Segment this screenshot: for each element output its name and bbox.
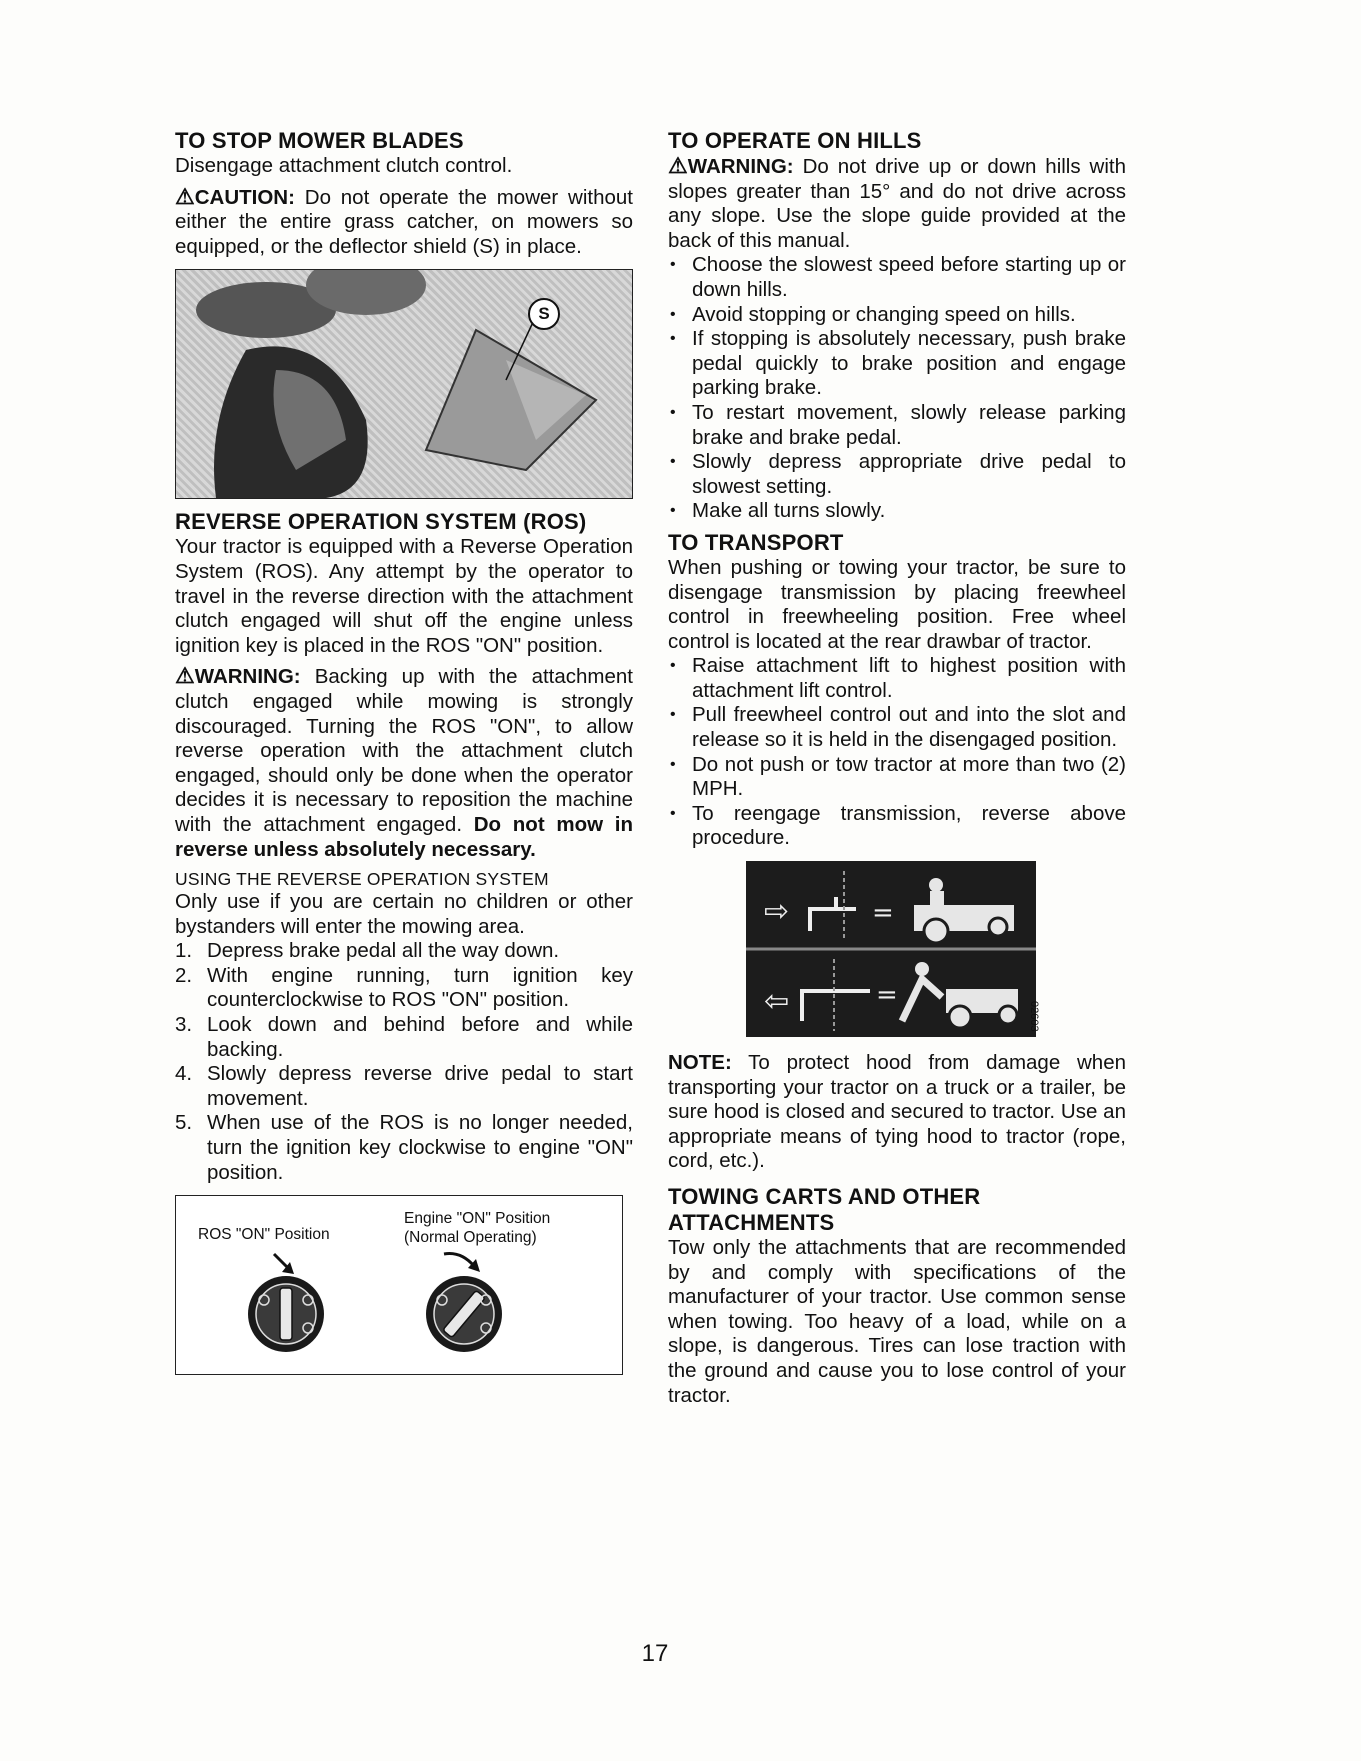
freewheel-figure xyxy=(668,861,1126,1041)
freewheel-control-illustration xyxy=(746,861,1036,1039)
stop-blades-text: Disengage attachment clutch control. xyxy=(175,154,513,177)
page-number: 17 xyxy=(641,1640,669,1667)
deflector-shield-photo xyxy=(175,269,633,499)
ros-on-position-label: ROS "ON" Position xyxy=(198,1226,330,1244)
hills-warning-paragraph xyxy=(668,154,1126,253)
engine-on-position-label: Engine "ON" Position xyxy=(404,1210,551,1228)
towing-text: Tow only the attachments that are recommended by and comply with specifications of the manufacturer of your tractor. Use common sense when towing. Too heavy of a load, while on a slope, is dangerous. Tires can lose traction with the ground and cause you to lose control of your tractor. xyxy=(668,1236,1126,1407)
warning-label: WARNING: xyxy=(194,665,301,689)
list-item: • Raise attachment lift to highest position with attachment lift control. xyxy=(668,654,1126,703)
list-item: • Do not push or tow tractor at more than two (2) MPH. xyxy=(668,753,1126,802)
step-number: 1. xyxy=(175,939,193,963)
transport-heading: TO TRANSPORT xyxy=(668,529,844,555)
caution-paragraph xyxy=(175,185,633,260)
transport-bullet-list xyxy=(668,654,1126,851)
left-column xyxy=(175,128,633,1375)
hills-bullet-list xyxy=(668,253,1126,524)
callout-s-label: S xyxy=(538,304,550,324)
warning-triangle-icon: ⚠ xyxy=(175,183,195,209)
caution-label: CAUTION: xyxy=(194,185,295,209)
warning-triangle-icon: ⚠ xyxy=(668,153,688,178)
step-number: 4. xyxy=(175,1062,193,1086)
note-label: NOTE: xyxy=(668,1051,732,1075)
normal-operating-label: (Normal Operating) xyxy=(404,1229,537,1247)
list-item: • Pull freewheel control out and into the slot and release so it is held in the disengaged position. xyxy=(668,703,1126,752)
svg-text:=: = xyxy=(872,898,894,929)
using-ros-heading: USING THE REVERSE OPERATION SYSTEM xyxy=(175,869,549,890)
step-text: Depress brake pedal all the way down. xyxy=(207,939,560,963)
step-number: 3. xyxy=(175,1013,193,1037)
svg-text:⇨: ⇨ xyxy=(764,894,790,930)
svg-text:⇦: ⇦ xyxy=(764,984,790,1020)
warning-bold-text: Do not mow in reverse unless absolutely necessary. xyxy=(175,812,634,861)
note-paragraph xyxy=(668,1051,1126,1174)
hills-heading: TO OPERATE ON HILLS xyxy=(668,128,922,153)
list-item xyxy=(175,1111,633,1185)
list-item xyxy=(175,1062,633,1111)
list-item: • Make all turns slowly. xyxy=(668,499,1126,524)
hills-warning-label: WARNING: xyxy=(687,155,794,178)
ros-warning-paragraph xyxy=(175,664,633,862)
caution-text: Do not operate the mower without either the entire grass catcher, on mowers so equipped, or the deflector shield (S) in place. xyxy=(175,185,633,258)
using-ros-text: Only use if you are certain no children or other bystanders will enter the mowing area. xyxy=(175,890,633,938)
figure-code: 02603 xyxy=(1028,1001,1040,1032)
list-item xyxy=(175,1013,633,1062)
towing-heading: TOWING CARTS AND OTHER ATTACHMENTS xyxy=(668,1184,981,1235)
warning-text: Backing up with the attachment clutch engaged while mowing is strongly discouraged. Turning the ROS "ON", to allow reverse operation with the attachment clutch engaged, should only be done when the operator decides it is necessary to reposition the machine with the attachment engaged. xyxy=(175,665,634,836)
list-item xyxy=(175,964,633,1013)
ignition-dials-illustration xyxy=(176,1196,622,1374)
list-item: • To restart movement, slowly release parking brake and brake pedal. xyxy=(668,401,1126,450)
warning-triangle-icon: ⚠ xyxy=(175,663,195,689)
step-text: When use of the ROS is no longer needed, turn the ignition key clockwise to engine "ON" position. xyxy=(207,1111,633,1184)
stop-blades-heading: TO STOP MOWER BLADES xyxy=(175,128,464,153)
list-item: • Slowly depress appropriate drive pedal to slowest setting. xyxy=(668,450,1126,499)
list-item xyxy=(175,939,633,964)
step-number: 5. xyxy=(175,1111,193,1135)
list-item: • Avoid stopping or changing speed on hills. xyxy=(668,303,1126,328)
svg-text:=: = xyxy=(876,980,898,1011)
step-text: Slowly depress reverse drive pedal to start movement. xyxy=(207,1062,633,1110)
ros-steps-list xyxy=(175,939,633,1185)
note-text: To protect hood from damage when transporting your tractor on a truck or a trailer, be sure hood is closed and secured to tractor. Use an appropriate means of tying hood to tractor (rope, cord, etc.). xyxy=(668,1051,1126,1173)
ros-text: Your tractor is equipped with a Reverse Operation System (ROS). Any attempt by the operator to travel in the reverse direction with the attachment clutch engaged will shut off the engine unless ignition key is placed in the ROS "ON" position. xyxy=(175,535,633,657)
step-number: 2. xyxy=(175,963,193,987)
list-item: • If stopping is absolutely necessary, push brake pedal quickly to brake position and engage parking brake. xyxy=(668,327,1126,401)
mower-deck-illustration xyxy=(176,270,632,498)
list-item: • Choose the slowest speed before starting up or down hills. xyxy=(668,253,1126,302)
step-text: With engine running, turn ignition key counterclockwise to ROS "ON" position. xyxy=(207,963,633,1012)
transport-text: When pushing or towing your tractor, be sure to disengage transmission by placing freewheel control in freewheeling position. Free wheel control is located at the rear drawbar of tractor. xyxy=(668,555,1126,653)
right-column xyxy=(668,128,1126,1408)
ros-heading: REVERSE OPERATION SYSTEM (ROS) xyxy=(175,509,587,535)
ignition-dial-figure xyxy=(175,1195,623,1375)
step-text: Look down and behind before and while backing. xyxy=(207,1013,633,1061)
list-item: • To reengage transmission, reverse above procedure. xyxy=(668,802,1126,851)
hills-warning-text: Do not drive up or down hills with slopes greater than 15° and do not drive across any slope. Use the slope guide provided at the back of this manual. xyxy=(668,155,1126,252)
